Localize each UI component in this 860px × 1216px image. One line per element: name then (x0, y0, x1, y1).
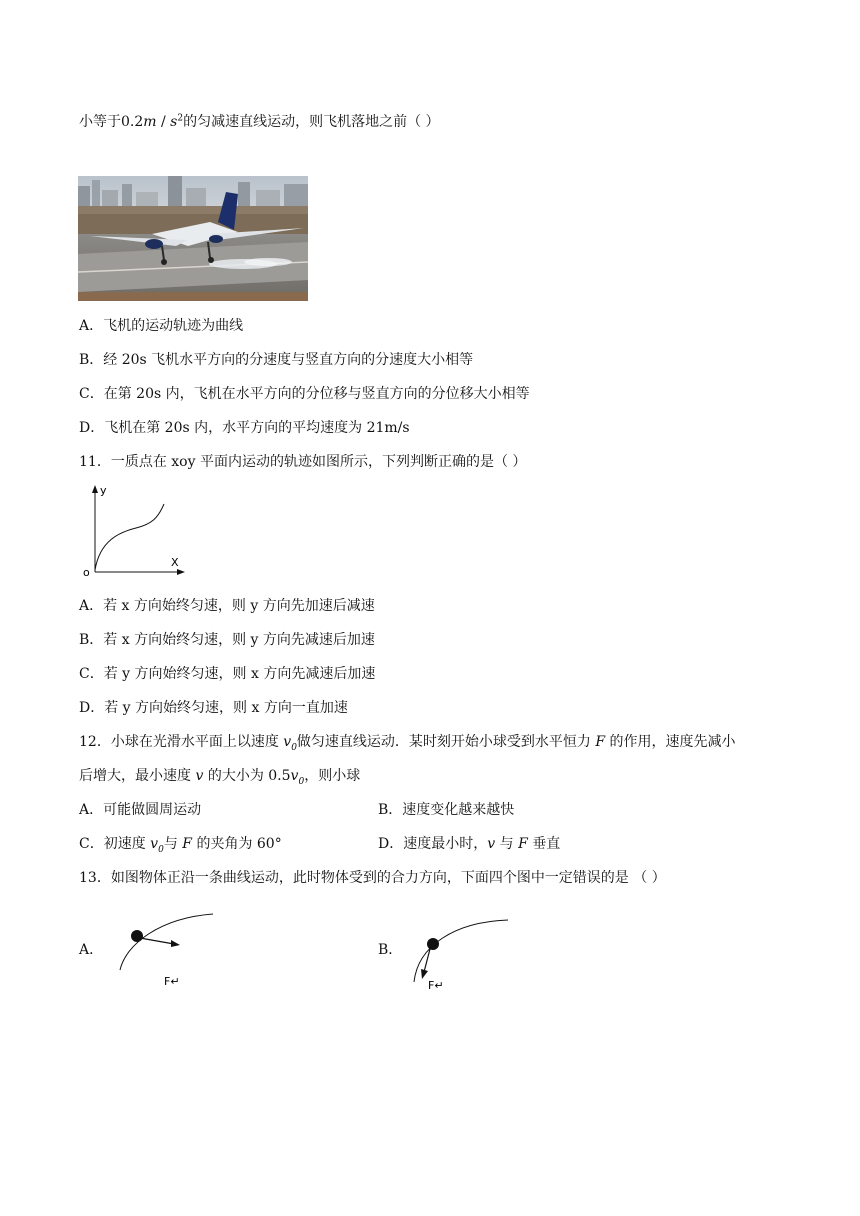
force-label-b: F↵ (428, 979, 444, 992)
q10-option-d: D．飞机在第 20s 内，水平方向的平均速度为 21m/s (79, 420, 410, 436)
q12-text-4: 后增大，最小速度 (79, 768, 196, 784)
x-axis-arrow-icon (177, 569, 185, 575)
q11-option-b: B．若 x 方向始终匀速，则 y 方向先减速后加速 (79, 632, 375, 648)
q12-stem-line1 (79, 732, 736, 752)
q10-option-a: A．飞机的运动轨迹为曲线 (79, 318, 244, 334)
q12-force-symbol: F (595, 734, 606, 750)
q13-option-b-label: B． (378, 942, 403, 958)
force-label-a: F↵ (164, 975, 180, 988)
q10-stem-tail (79, 112, 440, 132)
q12-option-c (79, 834, 282, 854)
q12-optd-force: F (518, 836, 528, 852)
q10-option-c: C．在第 20s 内，飞机在水平方向的分位移与竖直方向的分位移大小相等 (79, 386, 530, 402)
q10-unit-s: s (170, 114, 178, 130)
q12-optc-v0-sub: 0 (158, 844, 164, 855)
arrow-head-a-icon (171, 940, 180, 947)
q12-v0-symbol-2: v (290, 768, 299, 784)
airplane-landing-photo (78, 176, 308, 301)
q12-text-3: 的作用，速度先减小 (605, 734, 736, 750)
q13-stem: 13．如图物体正沿一条曲线运动，此时物体受到的合力方向，下面四个图中一定错误的是 （ ） (79, 870, 666, 886)
q12-option-b: B．速度变化越来越快 (378, 802, 515, 818)
q12-optc-v0: v (150, 836, 159, 852)
curve-b (414, 920, 508, 982)
q12-text-5: 的大小为 0.5 (203, 768, 291, 784)
q10-option-b: B．经 20s 飞机水平方向的分速度与竖直方向的分速度大小相等 (79, 352, 474, 368)
q10-unit-m: m (143, 114, 157, 130)
q10-stem-text-b: 的匀减速直线运动，则飞机落地之前（ ） (183, 114, 440, 130)
q13-figure-a (110, 908, 220, 992)
q12-optd-text-c: 垂直 (527, 836, 561, 852)
q12-option-a: A．可能做圆周运动 (79, 802, 202, 818)
q12-optd-text-b: 与 (495, 836, 519, 852)
q11-trajectory-graph (80, 482, 190, 578)
q12-optc-text-c: 的夹角为 60° (192, 836, 282, 852)
q10-stem-text-a: 小等于 (79, 114, 121, 130)
q12-optc-text-b: 与 (163, 836, 183, 852)
q12-optd-v: v (487, 836, 496, 852)
q12-stem-line2 (79, 766, 360, 786)
axis-y-label: y (100, 484, 107, 497)
q11-option-c: C．若 y 方向始终匀速，则 x 方向先减速后加速 (79, 666, 376, 682)
q11-option-d: D．若 y 方向始终匀速，则 x 方向一直加速 (79, 700, 348, 716)
force-arrow-b (424, 949, 430, 972)
trajectory-curve (95, 504, 164, 570)
airplane-landing-image (78, 176, 308, 301)
q12-v0-subscript-2: 0 (298, 776, 305, 787)
q11-stem: 11．一质点在 xoy 平面内运动的轨迹如图所示，下列判断正确的是（ ） (79, 454, 527, 470)
q12-optc-text-a: C．初速度 (79, 836, 151, 852)
force-arrow-a (140, 938, 174, 944)
q12-text-1: 12．小球在光滑水平面上以速度 (79, 734, 284, 750)
object-dot-a (131, 930, 143, 942)
arrow-head-b-icon (421, 969, 428, 979)
q12-optc-force: F (182, 836, 192, 852)
object-dot-b (427, 938, 439, 950)
q12-optd-text-a: D．速度最小时， (378, 836, 488, 852)
q12-v0-subscript: 0 (291, 742, 297, 753)
q13-figure-b (408, 912, 518, 996)
q11-option-a: A．若 x 方向始终匀速，则 y 方向先加速后减速 (79, 598, 375, 614)
q12-option-d (378, 834, 560, 854)
q12-v0-symbol: v (283, 734, 292, 750)
origin-label: o (83, 566, 90, 578)
q12-text-2: 做匀速直线运动．某时刻开始小球受到水平恒力 (296, 734, 596, 750)
q12-text-6: ，则小球 (304, 768, 361, 784)
curve-a (120, 914, 213, 970)
q13-option-a-label: A． (79, 942, 104, 958)
axis-x-label: X (171, 556, 179, 569)
q12-v-symbol: v (195, 768, 204, 784)
q10-stem-value: 0.2 (121, 114, 144, 130)
y-axis-arrow-icon (92, 485, 98, 493)
q10-unit-exponent: 2 (177, 113, 184, 124)
q10-unit-slash: / (156, 114, 171, 130)
